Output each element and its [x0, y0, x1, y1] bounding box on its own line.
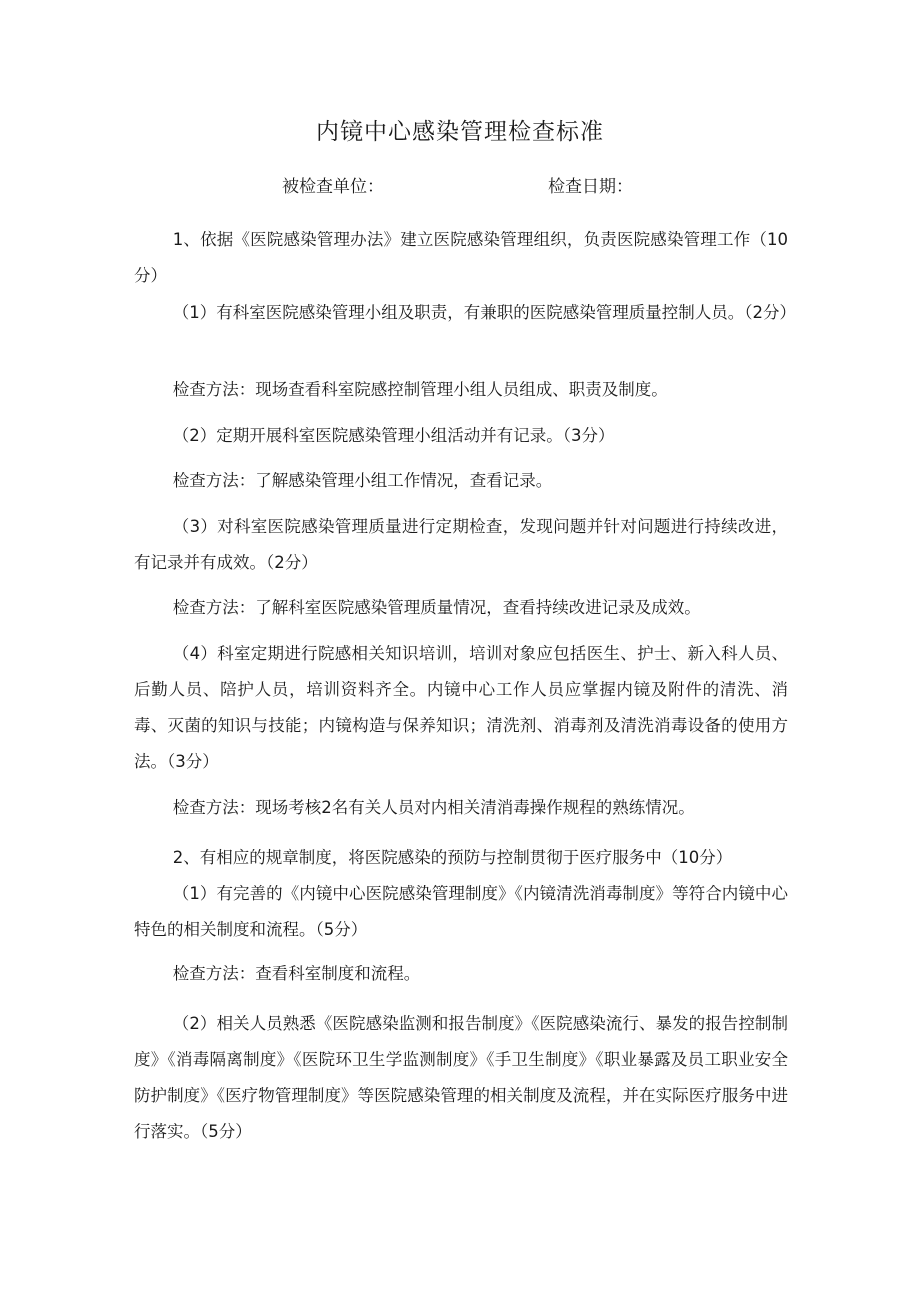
item-1-1: （1）有科室医院感染管理小组及职责，有兼职的医院感染管理质量控制人员。（2分） [172, 303, 797, 322]
item-2-1: （1）有完善的《内镜中心医院感染管理制度》《内镜清洗消毒制度》等符合内镜中心特色的相关制度和流程。（5分） [134, 884, 788, 939]
check-method-1-3: 检查方法：了解科室医院感染管理质量情况，查看持续改进记录及成效。 [172, 598, 701, 617]
check-method-1-1: 检查方法：现场查看科室院感控制管理小组人员组成、职责及制度。 [172, 380, 668, 399]
section-2-heading: 2、有相应的规章制度，将医院感染的预防与控制贯彻于医疗服务中（10分） [172, 848, 733, 867]
item-1-2: （2）定期开展科室医院感染管理小组活动并有记录。（3分） [172, 426, 615, 445]
item-1-3: （3）对科室医院感染管理质量进行定期检查，发现问题并针对问题进行持续改进，有记录并有成效。（2分） [134, 517, 788, 572]
item-2-2: （2）相关人员熟悉《医院感染监测和报告制度》《医院感染流行、暴发的报告控制制度》《消毒隔离制度》《医院环卫生学监测制度》《手卫生制度》《职业暴露及员工职业安全防护制度》《医疗物管理制度》等医院感染管理的相关制度及流程，并在实际医疗服务中进行落实。（5分） [134, 1014, 788, 1141]
inspected-unit-label: 被检查单位： [282, 177, 384, 197]
section-1-heading: 1、依据《医院感染管理办法》建立医院感染管理组织，负责医院感染管理工作（10分） [134, 230, 788, 285]
inspection-date-label: 检查日期： [548, 177, 633, 197]
item-1-4: （4）科室定期进行院感相关知识培训，培训对象应包括医生、护士、新入科人员、后勤人员、陪护人员，培训资料齐全。内镜中心工作人员应掌握内镜及附件的清洗、消毒、灭菌的知识与技能；内镜构造与保养知识；清洗剂、消毒剂及清洗消毒设备的使用方法。（3分） [134, 644, 788, 771]
check-method-2-1: 检查方法：查看科室制度和流程。 [172, 964, 421, 983]
check-method-1-4: 检查方法：现场考核2名有关人员对内相关清消毒操作规程的熟练情况。 [172, 798, 695, 817]
check-method-1-2: 检查方法：了解感染管理小组工作情况，查看记录。 [172, 471, 553, 490]
document-title: 内镜中心感染管理检查标准 [316, 119, 604, 145]
